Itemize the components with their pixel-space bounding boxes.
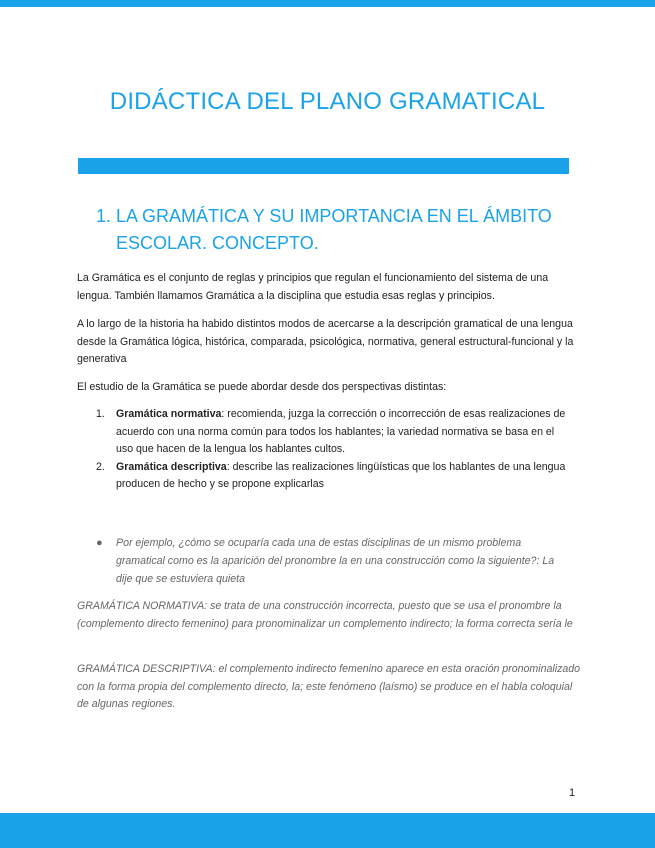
- paragraph-perspectives-intro: El estudio de la Gramática se puede abordar desde dos perspectivas distintas:: [77, 381, 447, 393]
- list-marker: 2.: [96, 460, 105, 473]
- paragraph-history: A lo largo de la historia ha habido distintos modos de acercarse a la descripción gramatical de una lengua desde la Gramática lógica, histórica, comparada, psicológica, normativa, general estructural-funcional y la generativa: [77, 318, 574, 365]
- document-title: DIDÁCTICA DEL PLANO GRAMATICAL: [109, 88, 546, 115]
- top-accent-bar: [0, 0, 655, 7]
- bottom-accent-bar: [0, 813, 655, 848]
- title-underline-rule: [78, 158, 569, 174]
- note-descriptiva: GRAMÁTICA DESCRIPTIVA: el complemento indirecto femenino aparece en esta oración pronominalizado con la forma propia del complemento directo, la; este fenómeno (laísmo) se produce en el habla coloquial de algunas regiones.: [77, 663, 581, 710]
- page-number: 1: [569, 787, 576, 799]
- section-heading: [96, 203, 576, 257]
- list-item-text: : recomienda, juzga la corrección o incorrección de esas realizaciones de acuerdo con una norma común para todos los hablantes; la variedad normativa se basa en el uso que hacen de la lengua los hablantes cultos.: [116, 408, 566, 455]
- list-item-text: : describe las realizaciones lingüísticas que los hablantes de una lengua producen de hecho y se propone explicarlas: [116, 460, 566, 490]
- note-normativa: GRAMÁTICA NORMATIVA: se trata de una construcción incorrecta, puesto que se usa el pronombre la (complemento directo femenino) para pronominalizar un complemento indirecto; la forma correcta sería le: [77, 600, 573, 630]
- example-bullet: [96, 534, 571, 588]
- section-heading-text: LA GRAMÁTICA Y SU IMPORTANCIA EN EL ÁMBITO ESCOLAR. CONCEPTO.: [116, 206, 552, 253]
- list-item-term: Gramática descriptiva: [116, 460, 227, 473]
- example-text: Por ejemplo, ¿cómo se ocuparía cada una de estas disciplinas de un mismo problema gramatical como es la aparición del pronombre la en una construcción como la siguiente?: La dije que se estuviera quieta: [116, 537, 555, 585]
- list-item-term: Gramática normativa: [116, 408, 222, 420]
- list-marker: 1.: [96, 408, 105, 420]
- list-item: [96, 406, 566, 459]
- paragraph-definition: La Gramática es el conjunto de reglas y principios que regulan el funcionamiento del sistema de una lengua. También llamamos Gramática a la disciplina que estudia esas reglas y principios.: [77, 272, 549, 302]
- bullet-icon: ●: [96, 537, 103, 549]
- list-item: [96, 459, 566, 494]
- perspectives-list: [96, 406, 566, 494]
- section-number: 1.: [96, 206, 112, 226]
